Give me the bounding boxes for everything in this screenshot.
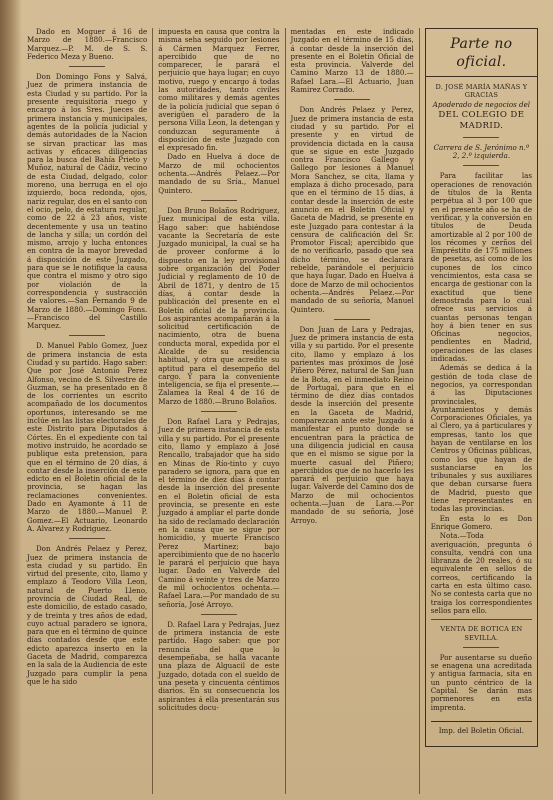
col2-paragraph-1: impuesta en causa que contra la misma seha seguido por lesiones á Cármen Marquez Ferrer, apercibido que de no comparecer, le parará el perjuicio que haya lugar; en cuyo motivo, ruego y encargo á todas las autoridades, tanto civiles como militares y demás agentes de la policía judicial que sepan ó averigüen el paradero de la persona Villa Leon, la detengan y conduzcan seguramente á disposición de este Juzgado con el expresado fin. xyxy=(158,28,280,153)
col1-top-paragraph: Dado en Moguer á 16 de Marzo de 1880.—Francisco Marquez.—P. M. de S. S. Federico Meza y Bueno. xyxy=(27,28,148,61)
col1-notice-4: Don Andrés Pelaez y Perez, Juez de primera instancia de esta ciudad y su partido. En virtud del presente, cito, llamo y emplazo á Teodoro Villa Leon, natural de Puerto Lleno, provincia de Ciudad Real, de este domicilio, de estado casado, y de treinta y tres años de edad, cuyo actual paradero se ignora, para que en el término de quince días contados desde que este edicto aparezca inserto en la Gaceta de Madrid, comparezca en la sala de la Audiencia de este Juzgado para cumplir la pena que le ha sido xyxy=(27,544,148,686)
col2-notice-2: Don Bruno Bolaños Rodriguez, Juez municipal de esta villa. Hago saber: que habiéndose vacante la Secretaría de este Juzgado municipal, la cual se ha de proveer conforme á lo dispuesto en la ley provisional sobre organización del Poder Judicial y reglamento de 10 de Abril de 1871, y dentro de 15 días, á contar desde la publicación del presente en el Boletín oficial de la provincia. Los aspirantes acompañarán á la solicitud certificación de nacimiento, otra de buena conducta moral, expedida por el Alcalde de su residencia habitual, y otra que acredite su aptitud para el desempeño del cargo. Y para la conveniente inteligencia, se fija el presente.—Zalamea la Real 4 de 16 de Marzo de 1880.—Bruno Bolaños. xyxy=(158,205,280,406)
printer-footer-text: Imp. del Boletin Oficial. xyxy=(438,725,525,735)
col2-notice-3: Don Rafael Lara y Pedrajas, Juez de primera instancia de esta villa y su partido. Por el presente cito, llamo y emplazo á José Rencallo, trabajador que ha sido en Minas de Río-tinto y cuyo paradero se ignora, para que en el término de diez días á contar desde la inserción del presente en el Boletin oficial de esta provincia, se presente en este Juzgado á ampliar el parte donde ha sido de reclamado declaración en la causa que se sigue por homicidio, y muerte Francisco Perez Martinez; bajo apercibimiento que de no hacerlo le parará el perjuicio que haya lugar. Dado en Valverde del Camino á veinte y tres de Marzo de mil ochocientos ochenta.—Rafael Lara.—Por mandado de su señoría, José Arroyo. xyxy=(158,417,280,609)
separator xyxy=(334,99,370,100)
ad2-title: VENTA DE BOTICA EN SEVILLA. xyxy=(440,625,523,642)
col1-notice-2: Don Domingo Fons y Salvá, Juez de primera instancia de esta Ciudad y su partido. Por la presente requisitoria ruego y encargo á los Sres. Jueces de primera instancia y municipales, agentes de la policía judicial y demás autoridades de la Nacion se sirvan practicar las mas activas y eficaces diligencias para la busca del Bahía Prieto y Muñoz, natural de Cádiz, vecino de esta Ciudad, delgado, color moreno, una berruga en el ojo izquierdo, boca redonda, ojos, nariz regular, dos en el santo con el ocio, pelo, de estatura regular, como de 22 á 23 años, viste decentemente y usa un teatino de lancha y silla; un cordón del mismo, arrojo y lucha entonces en contra de la mayor brevedad á disposición de este Juzgado, para que se le notifique la causa que contra el mismo y otro sigo por violación de la correspondencia y sustracción de valores.—San Fernando 9 de Marzo de 1880.—Domingo Fons.—Francisco del Castillo Marquez. xyxy=(27,72,148,331)
ad2-paragraph-1: Por ausentarse su dueño se enagena una acreditada y antigua farmacia, sita en un punto céntrico de la Capital. Se darán mas pormenores en esta imprenta. xyxy=(430,652,533,712)
column-3 xyxy=(286,28,419,794)
separator xyxy=(69,335,105,336)
column-1 xyxy=(22,28,152,794)
separator xyxy=(201,411,237,412)
ad1-paragraph-2: Además se dedica á la gestión de toda clase de negocios, ya correspondan á las Diputaciones provinciales, Ayuntamientos y demás Corporaciones Oficiales, ya al Clero, ya á particulares y empresas, tanto los que hayan de ventilarse en los Centros y Oficinas públicas, como los que hayan de sustanciarse en los tribunales y sus auxiliares que deban cursarse fuera de Madrid, puesto que tiene representantes en todas las provincias. xyxy=(430,363,533,514)
column-2 xyxy=(153,28,284,794)
ad1-address: Carrera de S. Jerónimo n.º 2, 2.º izquierda. xyxy=(433,142,530,161)
col1-notice-3: D. Manuel Pablo Gomez, Juez de primera instancia de esta Ciudad y su partido. Hago saber: Que por José Antonio Perez Alfonso, vecino de S. Silvestre de Guzman, se ha presentado en 8 de los corrientes un escrito acompañado de los documentos oportunos, interesando se me inclúe en las listas electorales de este Distrito para Diputados á Córtes. En el expediente con tal motivo instruido, he acordado se publique esta pretension, para que en el término de 20 días, á contar desde la inserción de este edicto en el Boletin oficial de la provincia, se hagan las reclamaciones convenientes. Dado en Ayamonte á 11 de Marzo de 1880.—Manuel P. Gomez.—El Actuario, Leonardo A. Alvarez y Rodriguez. xyxy=(27,341,148,533)
section-rule xyxy=(426,76,537,77)
ad1-paragraph-4: Nota.—Toda averiguación, pregunta ó consulta, vendrá con una libranza de 20 reales, ó su equivalente en sellos de correos, certificando la carta en esta último caso. No se contesta carta que no traiga los correspondientes sellos para ello. xyxy=(430,531,533,615)
separator xyxy=(463,137,499,138)
separator xyxy=(201,614,237,615)
separator xyxy=(69,538,105,539)
separator xyxy=(201,200,237,201)
section-title: Parte no oficial. xyxy=(450,36,513,70)
printer-footer xyxy=(431,721,532,740)
ad1-paragraph-3: En esta lo es Don Enrique Gomero. xyxy=(430,513,533,531)
ad1-name: D. JOSÉ MARÍA MAÑAS Y GRACIAS xyxy=(435,83,528,100)
separator xyxy=(431,619,532,620)
col2-paragraph-2: Dado en Huelva á doce de Marzo de mil ochocientos ochenta.—Andrés Pelaez.—Por mandado de su Sría., Manuel Quintero. xyxy=(158,152,280,195)
ad1-paragraph-1: Para facilitar las operaciones de renovación de títulos de la Renta perpétua al 3 por 100 que en el presente año se ha de verificar, y la conversión en títulos de Deuda amortizable al 2 por 100 de los récomes y cerños del Empréstito de 175 millones de pesetas, así como de los cupones de los cinco vencimientos, esta casa se encarga de gestionar con la exactitud que tiene demostrada para lo cual ofrece sus servicios á cuantas personas tengan hoy á bien tener en sus Oficinas negocios, pendientes en Madrid, operaciones de las clases indicadas. xyxy=(430,171,533,364)
columns xyxy=(22,28,543,794)
unofficial-section xyxy=(425,28,538,747)
col2-notice-4: D. Rafael Lara y Pedrajas, Juez de primera instancia de este partido. Hago saber: que por renuncia del que lo desempeñaba, se halla vacante una plaza de Alguacil de este Juzgado, dotada con el sueldo de una peseta y cincuenta céntimos diarios. En su consecuencia los aspirantes á ella presentarán sus solicitudes docu- xyxy=(158,619,280,712)
col3-notice-2: Don Andrés Pelaez y Perez, Juez de primera instancia de esta ciudad y su partido. Por el presente y en virtud de providencia dictada en la causa que se sigue en este Juzgado contra Francisco Gallego y Gallego por lesiones á Manuel Mora Sanchez, se cita, llama y emplaza á dicho procesado, para que en el término de 15 días, á contar desde la inserción de este anuncio en el Boletin Oficial y Gaceta de Madrid, se presente en este Juzgado para contestar á la censura de calificación del Sr. Promotor Fiscal; apercibido que de no verificarlo, pasado que sea dicho término, se declarará rebelde, parándole el perjuicio que haya lugar. Dado en Huelva á doce de Marzo de mil ochocientos ochenta.—Andrés Pelaez.—Por mandado de su señoría, Manuel Quintero. xyxy=(290,105,414,314)
separator xyxy=(463,165,499,166)
separator xyxy=(69,66,105,67)
ad1-subtitle: Apoderado de negocios del xyxy=(432,99,531,109)
ad1-college: DEL COLEGIO DE MADRID. xyxy=(438,109,525,131)
column-4 xyxy=(420,28,543,794)
separator xyxy=(463,647,499,648)
col3-notice-3: Don Juan de Lara y Pedrajas, Juez de primera instancia de esta villa y su partido. Por el presente cito, llamo y emplazo á los parientes mas próximos de José Piñero Pérez, natural de San Juan de la Bota, en el inmediato Reino de Portugal, para que en el término de diez días contados desde la inserción del presente en la Gaceta de Madrid, comparezcan ante este Juzgado á manifestar el punto donde se encuentran para la práctica de una diligencia judicial en causa que en el mismo se sigue por la muerte casual del Piñero; apercibidos que de no hacerlo les parará el perjuicio que haya lugar. Valverde del Camino dos de Marzo de mil ochocientos ochenta.—Juan de Lara.—Por mandado de su señoría, José Arroyo. xyxy=(290,324,414,525)
col3-paragraph-1: mentadas en este indicado Juzgado en el término de 15 días, á contar desde la inserción del presente en el Boletín Oficial de esta provincia. Valverde del Camino Marzo 13 de 1880.—Rafael Lara.—El Actuario, Juan Ramirez Corrado. xyxy=(290,28,414,95)
separator xyxy=(334,319,370,320)
